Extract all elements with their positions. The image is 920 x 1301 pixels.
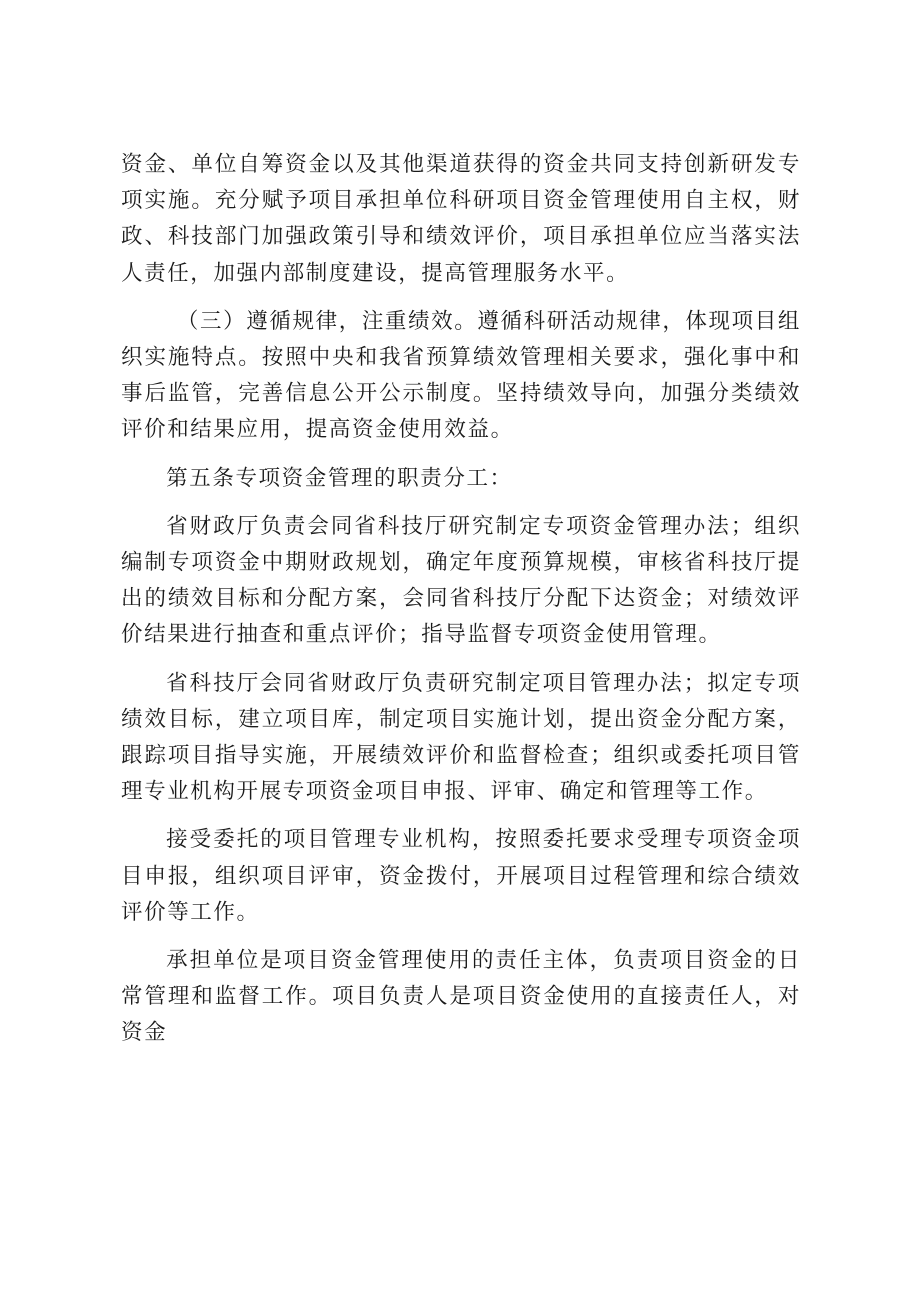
paragraph-undertaking-unit-duties: 承担单位是项目资金管理使用的责任主体，负责项目资金的日常管理和监督工作。项目负责人是项目资金使用的直接责任人，对资金 [121,948,801,1046]
document-body [121,147,801,1064]
paragraph-principle-performance: （三）遵循规律，注重绩效。遵循科研活动规律，体现项目组织实施特点。按照中央和我省预算绩效管理相关要求，强化事中和事后监管，完善信息公开公示制度。坚持绩效导向，加强分类绩效评价和结果应用，提高资金使用效益。 [121,308,801,443]
paragraph-funding-sources: 资金、单位自筹资金以及其他渠道获得的资金共同支持创新研发专项实施。充分赋予项目承担单位科研项目资金管理使用自主权，财政、科技部门加强政策引导和绩效评价，项目承担单位应当落实法人责任，加强内部制度建设，提高管理服务水平。 [121,152,801,286]
paragraph-article-five-heading: 第五条专项资金管理的职责分工： [166,465,513,491]
paragraph-science-department-duties: 省科技厅会同省财政厅负责研究制定项目管理办法；拟定专项绩效目标，建立项目库，制定项目实施计划，提出资金分配方案，跟踪项目指导实施，开展绩效评价和监督检查；组织或委托项目管理专业机构开展专项资金项目申报、评审、确定和管理等工作。 [121,670,801,805]
paragraph-agency-duties: 接受委托的项目管理专业机构，按照委托要求受理专项资金项目申报，组织项目评审，资金拨付，开展项目过程管理和综合绩效评价等工作。 [121,827,801,925]
paragraph-finance-department-duties: 省财政厅负责会同省科技厅研究制定专项资金管理办法；组织编制专项资金中期财政规划，确定年度预算规模，审核省科技厅提出的绩效目标和分配方案，会同省科技厅分配下达资金；对绩效评价结果进行抽查和重点评价；指导监督专项资金使用管理。 [121,513,801,648]
